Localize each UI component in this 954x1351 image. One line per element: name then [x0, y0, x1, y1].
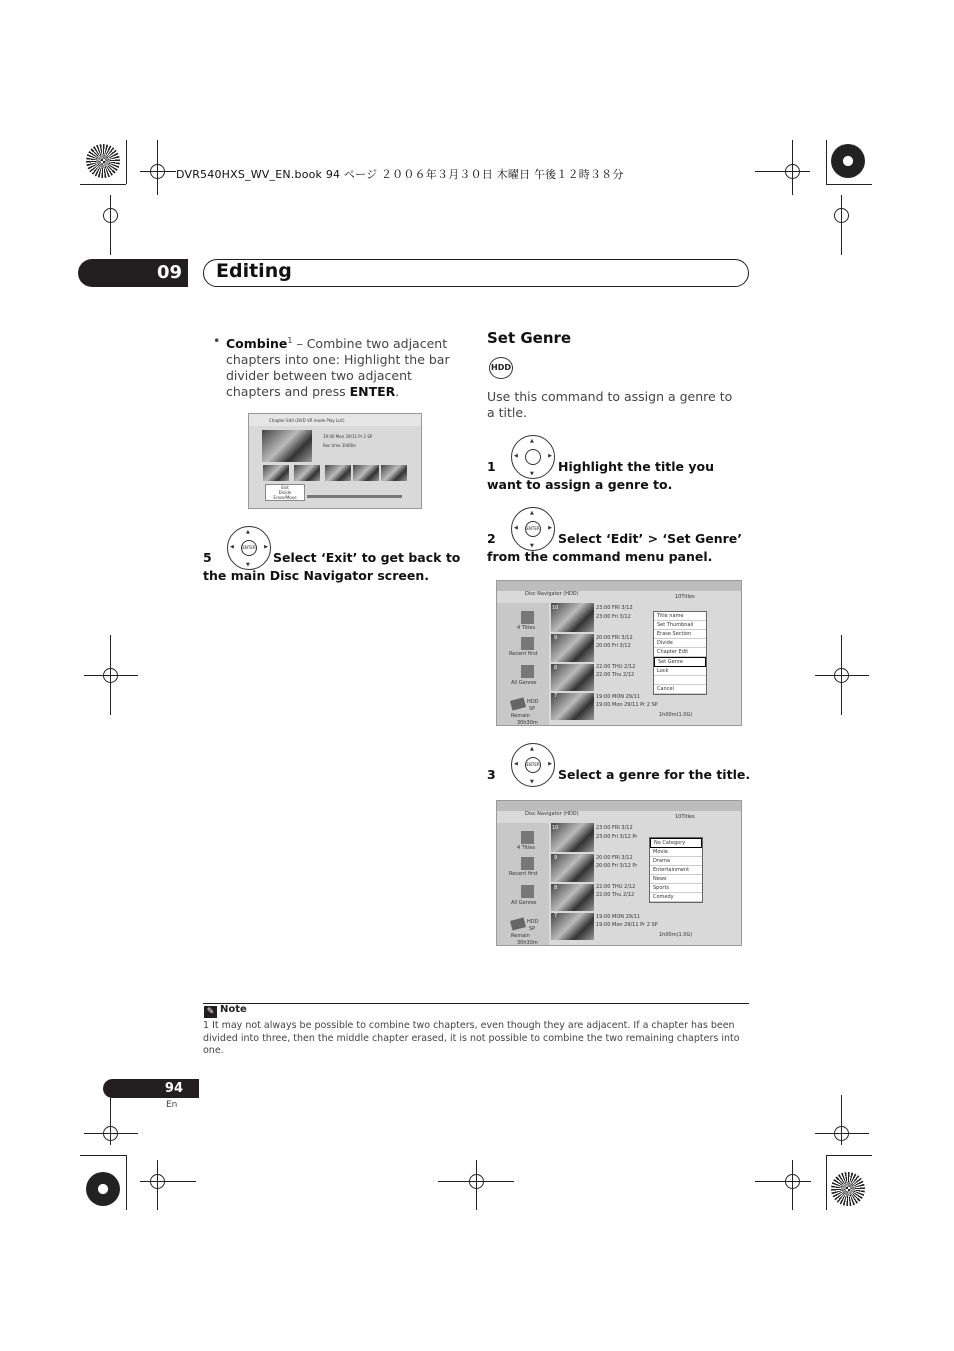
- genres-icon: [521, 885, 534, 898]
- genre-drama[interactable]: Drama: [650, 857, 702, 866]
- screen-info-2: Rec time 1h00m: [323, 443, 356, 448]
- title-thumbnail[interactable]: [551, 634, 594, 662]
- side-item-genres[interactable]: All Genres: [511, 900, 537, 906]
- combine-label: Combine: [226, 336, 288, 352]
- screen-title: Disc Navigator (HDD): [525, 811, 579, 817]
- step-5-number: 5: [203, 550, 212, 565]
- combine-paragraph: [226, 333, 462, 400]
- row-line-1: 20:00 FRI 3/12: [596, 855, 633, 861]
- genre-news[interactable]: News: [650, 875, 702, 884]
- row-line-1: 23:00 FRI 3/12: [596, 605, 633, 611]
- chapter-edit-screenshot: [248, 413, 422, 509]
- chapter-thumbnail: [353, 465, 379, 481]
- crosshair-icon: [150, 1174, 165, 1189]
- note-pencil-icon: ✎: [204, 1006, 217, 1018]
- genre-menu: [649, 837, 703, 903]
- genre-select-screenshot: [496, 800, 742, 946]
- row-line-1: 19:00 MON 29/11: [596, 914, 640, 920]
- menu-item-erase-section[interactable]: Erase Section: [654, 630, 706, 639]
- chapter-thumbnail: [263, 465, 289, 481]
- genre-movie[interactable]: Movie: [650, 848, 702, 857]
- step-1-text: Highlight the title you want to assign a genre to.: [487, 459, 715, 492]
- hdd-icon: [510, 917, 526, 930]
- recent-icon: [521, 857, 534, 870]
- title-number: 8: [554, 885, 558, 891]
- side-item-genres[interactable]: All Genres: [511, 680, 537, 686]
- registration-wheel-icon: [831, 1172, 865, 1206]
- chapter-thumbnail: [381, 465, 407, 481]
- page-number: 94: [103, 1079, 199, 1098]
- menu-spacer: [654, 676, 706, 685]
- capacity-footer: 1h00m(1.0G): [659, 712, 693, 718]
- menu-item-title-name[interactable]: Title name: [654, 612, 706, 621]
- section-heading: Set Genre: [487, 329, 572, 347]
- recent-icon: [521, 637, 534, 650]
- title-number: 9: [554, 855, 558, 861]
- hdd-label: HDD: [527, 699, 539, 705]
- remote-dial-icon: ▲ ▼ ◀ ▶: [511, 435, 555, 479]
- step-2-number: 2: [487, 531, 496, 546]
- registration-wheel-icon: [86, 1172, 120, 1206]
- row-line-1: 23:00 FRI 3/12: [596, 825, 633, 831]
- title-thumbnail[interactable]: [551, 664, 594, 691]
- menu-item-chapter-edit[interactable]: Chapter Edit: [654, 648, 706, 657]
- title-number: 7: [554, 913, 558, 919]
- title-number: 9: [554, 635, 558, 641]
- title-thumbnail[interactable]: [551, 854, 594, 882]
- registration-wheel-icon: [831, 144, 865, 178]
- capacity-footer: 1h00m(1.0G): [659, 932, 693, 938]
- title-number: 8: [554, 665, 558, 671]
- chapter-thumbnail: [325, 465, 351, 481]
- side-item-recent[interactable]: Recent first: [509, 871, 538, 877]
- chapter-title: Editing: [216, 260, 292, 282]
- row-line-2: 19:00 Mon 29/11 Pr 2 SP: [596, 922, 658, 928]
- titles-icon: [521, 831, 534, 844]
- chapter-bar: [307, 495, 402, 498]
- crosshair-icon: [103, 1126, 118, 1141]
- footnote-ref: 1: [287, 336, 293, 345]
- disc-navigator-screenshot: [496, 580, 742, 726]
- title-thumbnail[interactable]: [551, 884, 594, 911]
- row-line-2: 20:00 Fri 3/12 Pr: [596, 863, 638, 869]
- menu-item-divide[interactable]: Divide: [278, 490, 292, 495]
- crosshair-icon: [103, 208, 118, 223]
- genre-comedy[interactable]: Comedy: [650, 893, 702, 902]
- crosshair-icon: [150, 164, 165, 179]
- note-divider: [203, 1003, 749, 1004]
- remain-time: 30h30m: [517, 940, 538, 946]
- remote-dial-icon: ▲ ▼ ◀ ▶ ENTER: [227, 526, 271, 570]
- combine-end: .: [395, 384, 400, 400]
- command-menu: [653, 611, 707, 695]
- side-item-titles[interactable]: 4 Titles: [517, 845, 536, 851]
- title-thumbnail[interactable]: [551, 913, 594, 940]
- row-line-2: 23:00 Fri 3/12 Pr: [596, 834, 638, 840]
- row-line-1: 22:00 THU 2/12: [596, 664, 636, 670]
- menu-item-set-thumbnail[interactable]: Set Thumbnail: [654, 621, 706, 630]
- sp-label: SP: [529, 706, 536, 712]
- step-1-number: 1: [487, 459, 496, 474]
- step-2-text: Select ‘Edit’ > ‘Set Genre’ from the command menu panel.: [487, 531, 742, 564]
- menu-item-erase-move[interactable]: Erase/Move: [273, 495, 297, 500]
- screen-title: Disc Navigator (HDD): [525, 591, 579, 597]
- side-item-recent[interactable]: Recent first: [509, 651, 538, 657]
- chapter-thumbnail: [294, 465, 320, 481]
- title-count: 10Titles: [675, 814, 695, 820]
- menu-item-exit[interactable]: Exit: [281, 485, 289, 490]
- screen-info-1: 19:00 Mon 29/11 Pr 2 SP: [323, 434, 373, 439]
- title-count: 10Titles: [675, 594, 695, 600]
- menu-item-divide[interactable]: Divide: [654, 639, 706, 648]
- crosshair-icon: [834, 668, 849, 683]
- sp-label: SP: [529, 926, 536, 932]
- row-line-1: 20:00 FRI 3/12: [596, 635, 633, 641]
- chapter-edit-menu: [265, 484, 305, 501]
- row-line-2: 23:00 Fri 3/12: [596, 614, 631, 620]
- combine-bullet: •: [213, 333, 221, 348]
- title-number: 10: [552, 605, 559, 611]
- remain-label: Remain: [511, 713, 530, 719]
- step-3-text: Select a genre for the title.: [558, 767, 751, 782]
- row-line-1: 22:00 THU 2/12: [596, 884, 636, 890]
- genres-icon: [521, 665, 534, 678]
- hdd-icon: [510, 697, 526, 710]
- genre-sports[interactable]: Sports: [650, 884, 702, 893]
- menu-item-set-genre[interactable]: Set Genre: [654, 657, 706, 667]
- remain-label: Remain: [511, 933, 530, 939]
- note-title: Note: [220, 1004, 247, 1015]
- screen-title: Chapter Edit (DVD VR mode Play List): [269, 418, 345, 423]
- chapter-number: 09: [78, 259, 188, 287]
- crosshair-icon: [834, 208, 849, 223]
- titles-icon: [521, 611, 534, 624]
- side-item-titles[interactable]: 4 Titles: [517, 625, 536, 631]
- crosshair-icon: [785, 164, 800, 179]
- title-number: 7: [554, 693, 558, 699]
- combine-text: – Combine two adjacent chapters into one: Highlight the bar divider between two adjacent chapters and press: [226, 336, 450, 400]
- page-language: En: [166, 1100, 178, 1110]
- preview-thumbnail: [262, 430, 312, 462]
- note-text: 1 It may not always be possible to combine two chapters, even though they are adjacent. If a chapter has been divided into three, then the middle chapter erased, it is not possible to combine the two remaining chapters into one.: [203, 1020, 740, 1056]
- title-number: 10: [552, 825, 559, 831]
- row-line-2: 22:00 Thu 2/12: [596, 892, 635, 898]
- genre-no-category[interactable]: No Category: [650, 838, 702, 848]
- hdd-label: HDD: [527, 919, 539, 925]
- file-header: DVR540HXS_WV_EN.book 94 ページ ２００６年３月３０日 木曜日 午後１２時３８分: [176, 168, 624, 181]
- step-5-text: Select ‘Exit’ to get back to the main Disc Navigator screen.: [203, 550, 461, 583]
- row-line-1: 19:00 MON 29/11: [596, 694, 640, 700]
- title-thumbnail[interactable]: [551, 693, 594, 720]
- menu-item-cancel[interactable]: Cancel: [654, 685, 706, 694]
- remote-dial-icon: ▲ ▼ ◀ ▶ ENTER: [511, 507, 555, 551]
- row-line-2: 22:00 Thu 2/12: [596, 672, 635, 678]
- crosshair-icon: [103, 668, 118, 683]
- menu-item-lock[interactable]: Lock: [654, 667, 706, 676]
- hdd-badge-icon: HDD: [489, 357, 513, 379]
- step-3-number: 3: [487, 767, 496, 782]
- crosshair-icon: [785, 1174, 800, 1189]
- enter-key-label: ENTER: [349, 384, 396, 400]
- crosshair-icon: [834, 1126, 849, 1141]
- remain-time: 30h30m: [517, 720, 538, 726]
- intro-text: Use this command to assign a genre to a title.: [487, 389, 733, 420]
- genre-entertainment[interactable]: Entertainment: [650, 866, 702, 875]
- crosshair-icon: [469, 1174, 484, 1189]
- registration-wheel-icon: [86, 144, 120, 178]
- row-line-2: 20:00 Fri 3/12: [596, 643, 631, 649]
- remote-dial-icon: ▲ ▼ ◀ ▶ ENTER: [511, 743, 555, 787]
- row-line-2: 19:00 Mon 29/11 Pr 2 SP: [596, 702, 658, 708]
